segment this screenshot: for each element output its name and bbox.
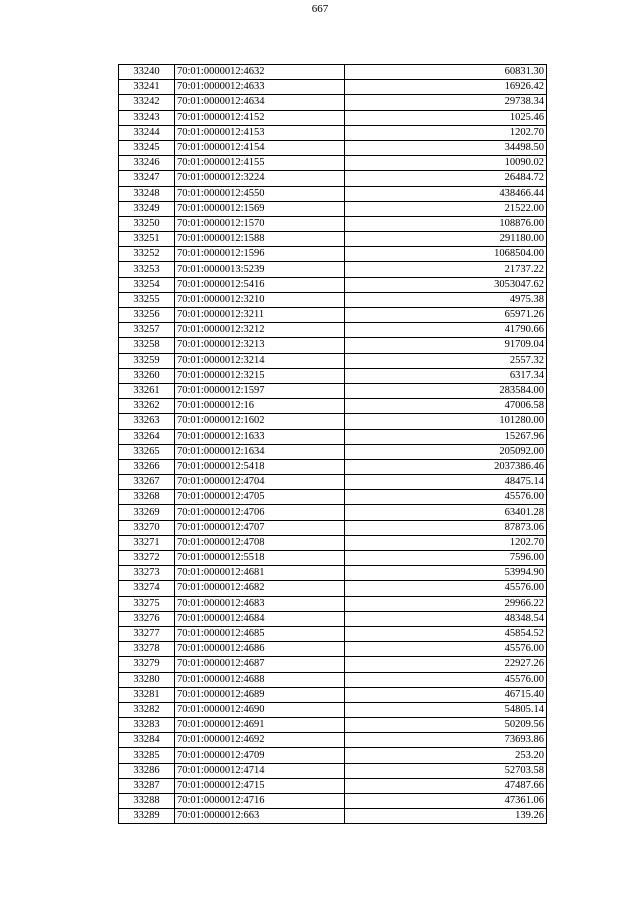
row-number-cell: 33288 bbox=[119, 794, 175, 809]
cadastral-number-cell: 70:01:0000012:4688 bbox=[175, 672, 345, 687]
value-cell: 53994.90 bbox=[345, 566, 547, 581]
table-row bbox=[119, 353, 547, 368]
row-number-cell: 33275 bbox=[119, 596, 175, 611]
value-cell: 6317.34 bbox=[345, 368, 547, 383]
row-number-cell: 33261 bbox=[119, 383, 175, 398]
table-row bbox=[119, 444, 547, 459]
row-number-cell: 33280 bbox=[119, 672, 175, 687]
value-cell: 101280.00 bbox=[345, 414, 547, 429]
table-row bbox=[119, 794, 547, 809]
row-number-cell: 33284 bbox=[119, 733, 175, 748]
cadastral-number-cell: 70:01:0000012:4632 bbox=[175, 65, 345, 80]
value-cell: 60831.30 bbox=[345, 65, 547, 80]
value-cell: 47006.58 bbox=[345, 399, 547, 414]
cadastral-number-cell: 70:01:0000012:4686 bbox=[175, 642, 345, 657]
cadastral-number-cell: 70:01:0000012:4689 bbox=[175, 687, 345, 702]
value-cell: 48348.54 bbox=[345, 611, 547, 626]
cadastral-number-cell: 70:01:0000012:5418 bbox=[175, 459, 345, 474]
table-row bbox=[119, 429, 547, 444]
table-row bbox=[119, 566, 547, 581]
table-row bbox=[119, 308, 547, 323]
cadastral-number-cell: 70:01:0000012:4706 bbox=[175, 505, 345, 520]
row-number-cell: 33274 bbox=[119, 581, 175, 596]
value-cell: 283584.00 bbox=[345, 383, 547, 398]
value-cell: 45576.00 bbox=[345, 581, 547, 596]
cadastral-number-cell: 70:01:0000012:1633 bbox=[175, 429, 345, 444]
value-cell: 22927.26 bbox=[345, 657, 547, 672]
row-number-cell: 33245 bbox=[119, 140, 175, 155]
row-number-cell: 33268 bbox=[119, 490, 175, 505]
table-row bbox=[119, 292, 547, 307]
table-row bbox=[119, 110, 547, 125]
value-cell: 45576.00 bbox=[345, 642, 547, 657]
table-row bbox=[119, 414, 547, 429]
row-number-cell: 33251 bbox=[119, 232, 175, 247]
cadastral-number-cell: 70:01:0000012:4705 bbox=[175, 490, 345, 505]
cadastral-number-cell: 70:01:0000012:3210 bbox=[175, 292, 345, 307]
value-cell: 16926.42 bbox=[345, 80, 547, 95]
cadastral-number-cell: 70:01:0000012:1602 bbox=[175, 414, 345, 429]
value-cell: 29738.34 bbox=[345, 95, 547, 110]
cadastral-number-cell: 70:01:0000012:4685 bbox=[175, 626, 345, 641]
cadastral-number-cell: 70:01:0000012:4704 bbox=[175, 475, 345, 490]
cadastral-number-cell: 70:01:0000012:1588 bbox=[175, 232, 345, 247]
row-number-cell: 33285 bbox=[119, 748, 175, 763]
row-number-cell: 33246 bbox=[119, 156, 175, 171]
value-cell: 1068504.00 bbox=[345, 247, 547, 262]
row-number-cell: 33270 bbox=[119, 520, 175, 535]
table-row bbox=[119, 611, 547, 626]
table-row bbox=[119, 338, 547, 353]
value-cell: 438466.44 bbox=[345, 186, 547, 201]
cadastral-number-cell: 70:01:0000012:3213 bbox=[175, 338, 345, 353]
cadastral-number-cell: 70:01:0000012:4683 bbox=[175, 596, 345, 611]
value-cell: 47361.06 bbox=[345, 794, 547, 809]
cadastral-number-cell: 70:01:0000012:4707 bbox=[175, 520, 345, 535]
table-row bbox=[119, 505, 547, 520]
row-number-cell: 33286 bbox=[119, 763, 175, 778]
row-number-cell: 33262 bbox=[119, 399, 175, 414]
row-number-cell: 33267 bbox=[119, 475, 175, 490]
value-cell: 205092.00 bbox=[345, 444, 547, 459]
row-number-cell: 33266 bbox=[119, 459, 175, 474]
table-row bbox=[119, 277, 547, 292]
table-row bbox=[119, 535, 547, 550]
row-number-cell: 33252 bbox=[119, 247, 175, 262]
table-row bbox=[119, 186, 547, 201]
row-number-cell: 33256 bbox=[119, 308, 175, 323]
cadastral-number-cell: 70:01:0000012:4684 bbox=[175, 611, 345, 626]
cadastral-value-table bbox=[118, 64, 547, 824]
value-cell: 26484.72 bbox=[345, 171, 547, 186]
cadastral-number-cell: 70:01:0000012:4714 bbox=[175, 763, 345, 778]
row-number-cell: 33289 bbox=[119, 809, 175, 824]
row-number-cell: 33282 bbox=[119, 702, 175, 717]
row-number-cell: 33257 bbox=[119, 323, 175, 338]
table-row bbox=[119, 65, 547, 80]
value-cell: 52703.58 bbox=[345, 763, 547, 778]
value-cell: 87873.06 bbox=[345, 520, 547, 535]
value-cell: 291180.00 bbox=[345, 232, 547, 247]
table-row bbox=[119, 475, 547, 490]
value-cell: 253.20 bbox=[345, 748, 547, 763]
value-cell: 139.26 bbox=[345, 809, 547, 824]
cadastral-number-cell: 70:01:0000012:4154 bbox=[175, 140, 345, 155]
row-number-cell: 33255 bbox=[119, 292, 175, 307]
cadastral-number-cell: 70:01:0000012:1569 bbox=[175, 201, 345, 216]
cadastral-number-cell: 70:01:0000012:16 bbox=[175, 399, 345, 414]
table-row bbox=[119, 520, 547, 535]
value-cell: 4975.38 bbox=[345, 292, 547, 307]
row-number-cell: 33254 bbox=[119, 277, 175, 292]
table-row bbox=[119, 262, 547, 277]
table-row bbox=[119, 216, 547, 231]
table-row bbox=[119, 626, 547, 641]
row-number-cell: 33260 bbox=[119, 368, 175, 383]
cadastral-number-cell: 70:01:0000012:4691 bbox=[175, 718, 345, 733]
cadastral-number-cell: 70:01:0000012:5518 bbox=[175, 551, 345, 566]
table-row bbox=[119, 581, 547, 596]
table-row bbox=[119, 702, 547, 717]
row-number-cell: 33242 bbox=[119, 95, 175, 110]
table-row bbox=[119, 383, 547, 398]
value-cell: 1202.70 bbox=[345, 535, 547, 550]
row-number-cell: 33248 bbox=[119, 186, 175, 201]
table-row bbox=[119, 490, 547, 505]
row-number-cell: 33272 bbox=[119, 551, 175, 566]
cadastral-number-cell: 70:01:0000012:3211 bbox=[175, 308, 345, 323]
table-row bbox=[119, 733, 547, 748]
value-cell: 3053047.62 bbox=[345, 277, 547, 292]
row-number-cell: 33281 bbox=[119, 687, 175, 702]
cadastral-number-cell: 70:01:0000012:1634 bbox=[175, 444, 345, 459]
value-cell: 2037386.46 bbox=[345, 459, 547, 474]
cadastral-number-cell: 70:01:0000012:4550 bbox=[175, 186, 345, 201]
table-row bbox=[119, 125, 547, 140]
table-row bbox=[119, 171, 547, 186]
value-cell: 21737.22 bbox=[345, 262, 547, 277]
value-cell: 46715.40 bbox=[345, 687, 547, 702]
row-number-cell: 33273 bbox=[119, 566, 175, 581]
cadastral-number-cell: 70:01:0000012:4708 bbox=[175, 535, 345, 550]
row-number-cell: 33279 bbox=[119, 657, 175, 672]
cadastral-number-cell: 70:01:0000012:4682 bbox=[175, 581, 345, 596]
row-number-cell: 33243 bbox=[119, 110, 175, 125]
row-number-cell: 33283 bbox=[119, 718, 175, 733]
row-number-cell: 33253 bbox=[119, 262, 175, 277]
value-cell: 73693.86 bbox=[345, 733, 547, 748]
cadastral-number-cell: 70:01:0000012:4152 bbox=[175, 110, 345, 125]
value-cell: 48475.14 bbox=[345, 475, 547, 490]
value-cell: 34498.50 bbox=[345, 140, 547, 155]
table-row bbox=[119, 399, 547, 414]
table-row bbox=[119, 672, 547, 687]
value-cell: 45854.52 bbox=[345, 626, 547, 641]
table-row bbox=[119, 763, 547, 778]
table-row bbox=[119, 596, 547, 611]
table-row bbox=[119, 156, 547, 171]
row-number-cell: 33269 bbox=[119, 505, 175, 520]
cadastral-number-cell: 70:01:0000012:3215 bbox=[175, 368, 345, 383]
cadastral-number-cell: 70:01:0000012:4690 bbox=[175, 702, 345, 717]
cadastral-number-cell: 70:01:0000012:4716 bbox=[175, 794, 345, 809]
row-number-cell: 33263 bbox=[119, 414, 175, 429]
table-row bbox=[119, 748, 547, 763]
cadastral-number-cell: 70:01:0000012:3214 bbox=[175, 353, 345, 368]
table-row bbox=[119, 95, 547, 110]
row-number-cell: 33241 bbox=[119, 80, 175, 95]
row-number-cell: 33277 bbox=[119, 626, 175, 641]
cadastral-number-cell: 70:01:0000012:4715 bbox=[175, 778, 345, 793]
cadastral-number-cell: 70:01:0000012:4692 bbox=[175, 733, 345, 748]
row-number-cell: 33247 bbox=[119, 171, 175, 186]
table-row bbox=[119, 642, 547, 657]
table-row bbox=[119, 657, 547, 672]
cadastral-number-cell: 70:01:0000012:1570 bbox=[175, 216, 345, 231]
table-row bbox=[119, 201, 547, 216]
table-row bbox=[119, 718, 547, 733]
row-number-cell: 33250 bbox=[119, 216, 175, 231]
value-cell: 1025.46 bbox=[345, 110, 547, 125]
cadastral-number-cell: 70:01:0000012:4687 bbox=[175, 657, 345, 672]
cadastral-number-cell: 70:01:0000012:4153 bbox=[175, 125, 345, 140]
cadastral-number-cell: 70:01:0000013:5239 bbox=[175, 262, 345, 277]
row-number-cell: 33287 bbox=[119, 778, 175, 793]
value-cell: 91709.04 bbox=[345, 338, 547, 353]
row-number-cell: 33258 bbox=[119, 338, 175, 353]
table-row bbox=[119, 459, 547, 474]
value-cell: 47487.66 bbox=[345, 778, 547, 793]
row-number-cell: 33264 bbox=[119, 429, 175, 444]
row-number-cell: 33276 bbox=[119, 611, 175, 626]
table-row bbox=[119, 140, 547, 155]
row-number-cell: 33278 bbox=[119, 642, 175, 657]
value-cell: 7596.00 bbox=[345, 551, 547, 566]
value-cell: 54805.14 bbox=[345, 702, 547, 717]
cadastral-number-cell: 70:01:0000012:4681 bbox=[175, 566, 345, 581]
cadastral-number-cell: 70:01:0000012:5416 bbox=[175, 277, 345, 292]
value-cell: 15267.96 bbox=[345, 429, 547, 444]
cadastral-number-cell: 70:01:0000012:4709 bbox=[175, 748, 345, 763]
table-row bbox=[119, 778, 547, 793]
value-cell: 21522.00 bbox=[345, 201, 547, 216]
cadastral-number-cell: 70:01:0000012:3224 bbox=[175, 171, 345, 186]
table-row bbox=[119, 687, 547, 702]
table-row bbox=[119, 323, 547, 338]
row-number-cell: 33249 bbox=[119, 201, 175, 216]
value-cell: 10090.02 bbox=[345, 156, 547, 171]
cadastral-number-cell: 70:01:0000012:663 bbox=[175, 809, 345, 824]
cadastral-number-cell: 70:01:0000012:4634 bbox=[175, 95, 345, 110]
table-row bbox=[119, 551, 547, 566]
table-row bbox=[119, 809, 547, 824]
table-body bbox=[119, 65, 547, 824]
row-number-cell: 33244 bbox=[119, 125, 175, 140]
row-number-cell: 33240 bbox=[119, 65, 175, 80]
value-cell: 65971.26 bbox=[345, 308, 547, 323]
table-row bbox=[119, 232, 547, 247]
value-cell: 45576.00 bbox=[345, 490, 547, 505]
value-cell: 1202.70 bbox=[345, 125, 547, 140]
value-cell: 50209.56 bbox=[345, 718, 547, 733]
row-number-cell: 33265 bbox=[119, 444, 175, 459]
value-cell: 45576.00 bbox=[345, 672, 547, 687]
row-number-cell: 33259 bbox=[119, 353, 175, 368]
cadastral-number-cell: 70:01:0000012:4155 bbox=[175, 156, 345, 171]
value-cell: 108876.00 bbox=[345, 216, 547, 231]
value-cell: 41790.66 bbox=[345, 323, 547, 338]
value-cell: 63401.28 bbox=[345, 505, 547, 520]
page-number: 667 bbox=[311, 3, 329, 15]
value-cell: 2557.32 bbox=[345, 353, 547, 368]
cadastral-number-cell: 70:01:0000012:4633 bbox=[175, 80, 345, 95]
cadastral-number-cell: 70:01:0000012:1596 bbox=[175, 247, 345, 262]
table-row bbox=[119, 80, 547, 95]
table-row bbox=[119, 368, 547, 383]
cadastral-number-cell: 70:01:0000012:3212 bbox=[175, 323, 345, 338]
value-cell: 29966.22 bbox=[345, 596, 547, 611]
cadastral-number-cell: 70:01:0000012:1597 bbox=[175, 383, 345, 398]
row-number-cell: 33271 bbox=[119, 535, 175, 550]
table-row bbox=[119, 247, 547, 262]
